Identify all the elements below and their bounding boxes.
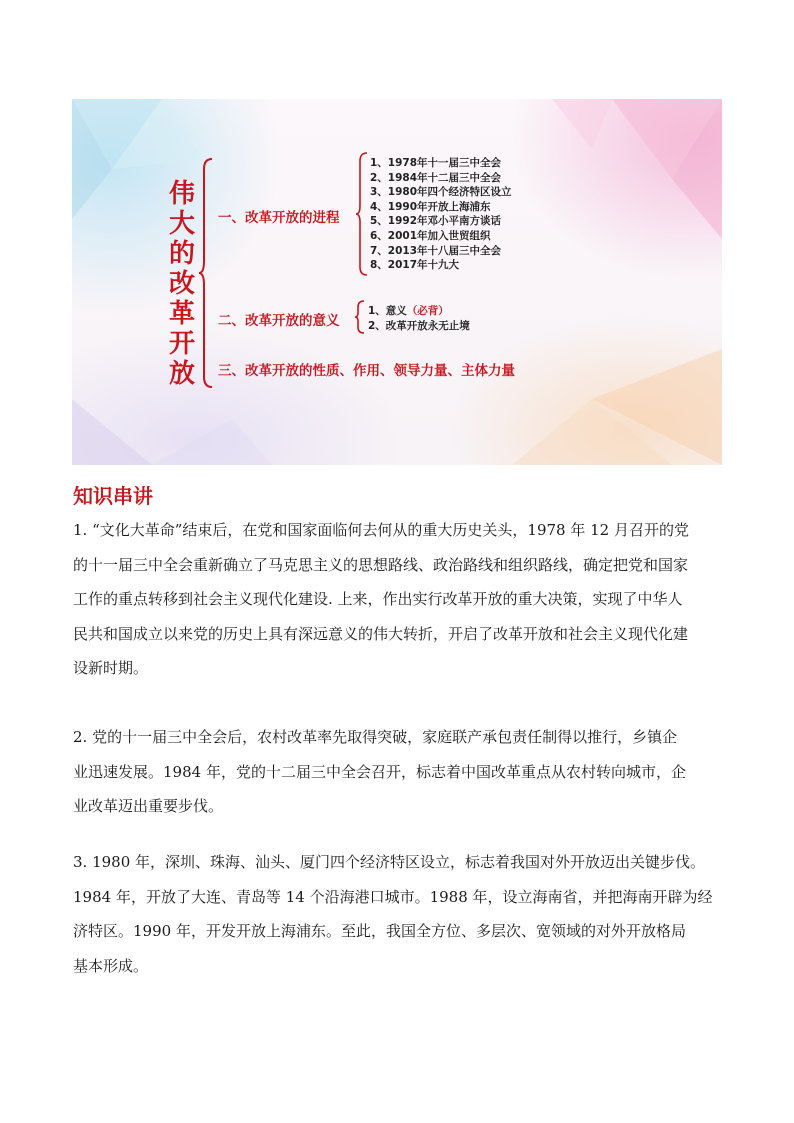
list-item: 1、1978年十一届三中全会 [370, 157, 502, 169]
must-memorize-note: （必背） [406, 305, 449, 317]
paragraph-line: 3. 1980 年，深圳、珠海、汕头、厦门四个经济特区设立，标志着我国对外开放迈出关键步伐。 [73, 853, 706, 871]
paragraph-line: 业迅速发展。1984 年，党的十二届三中全会召开，标志着中国改革重点从农村转向城市，企 [73, 762, 686, 781]
list-item: 8、2017年十九大 [370, 259, 460, 272]
branch-significance: 二、改革开放的意义 [218, 313, 340, 329]
paragraph-2 [73, 720, 725, 824]
list-item: 7、2013年十八届三中全会 [370, 244, 502, 257]
branch-process: 一、改革开放的进程 [218, 210, 340, 226]
paragraph-line: 民共和国成立以来党的历史上具有深远意义的伟大转折，开启了改革开放和社会主义现代化建 [73, 624, 689, 643]
process-list [370, 156, 512, 273]
list-item: 1、意义（必背） [368, 305, 449, 317]
paragraph-1 [73, 513, 725, 686]
diagram-title: 伟大的改革开放 [168, 179, 195, 389]
paragraph-line: 基本形成。 [73, 956, 149, 975]
branch-nature: 三、改革开放的性质、作用、领导力量、主体力量 [218, 363, 515, 379]
process-brace [355, 151, 369, 277]
paragraph-line: 1984 年，开放了大连、青岛等 14 个沿海港口城市。1988 年，设立海南省，并把海南开辟为经 [73, 887, 713, 906]
significance-list [368, 304, 470, 333]
paragraph-line: 济特区。1990 年，开发开放上海浦东。至此，我国全方位、多层次、宽领域的对外开放格局 [73, 922, 686, 941]
significance-brace [354, 299, 366, 335]
paragraph-line: 工作的重点转移到社会主义现代化建设. 上来，作出实行改革开放的重大决策，实现了中华人 [73, 590, 683, 609]
mind-map-banner [72, 99, 722, 465]
list-item: 2、1984年十二届三中全会 [370, 171, 502, 184]
paragraph-line: 1. “文化大革命”结束后，在党和国家面临何去何从的重大历史关头，1978 年 12 月召开的党 [73, 521, 689, 539]
list-item: 4、1990年开放上海浦东 [370, 200, 491, 213]
main-brace [198, 157, 214, 389]
paragraph-line: 2. 党的十一届三中全会后，农村改革率先取得突破，家庭联产承包责任制得以推行，乡镇企 [73, 728, 678, 746]
paragraph-3 [73, 845, 725, 983]
section-heading: 知识串讲 [73, 484, 153, 508]
list-item: 3、1980年四个经济特区设立 [370, 186, 512, 199]
list-item: 5、1992年邓小平南方谈话 [370, 215, 502, 228]
paragraph-line: 业改革迈出重要步伐。 [73, 797, 224, 816]
list-item: 6、2001年加入世贸组织 [370, 229, 491, 242]
paragraph-line: 的十一届三中全会重新确立了马克思主义的思想路线、政治路线和组织路线，确定把党和国家 [73, 555, 689, 574]
list-item: 2、改革开放永无止境 [368, 319, 470, 332]
paragraph-line: 设新时期。 [73, 659, 149, 678]
